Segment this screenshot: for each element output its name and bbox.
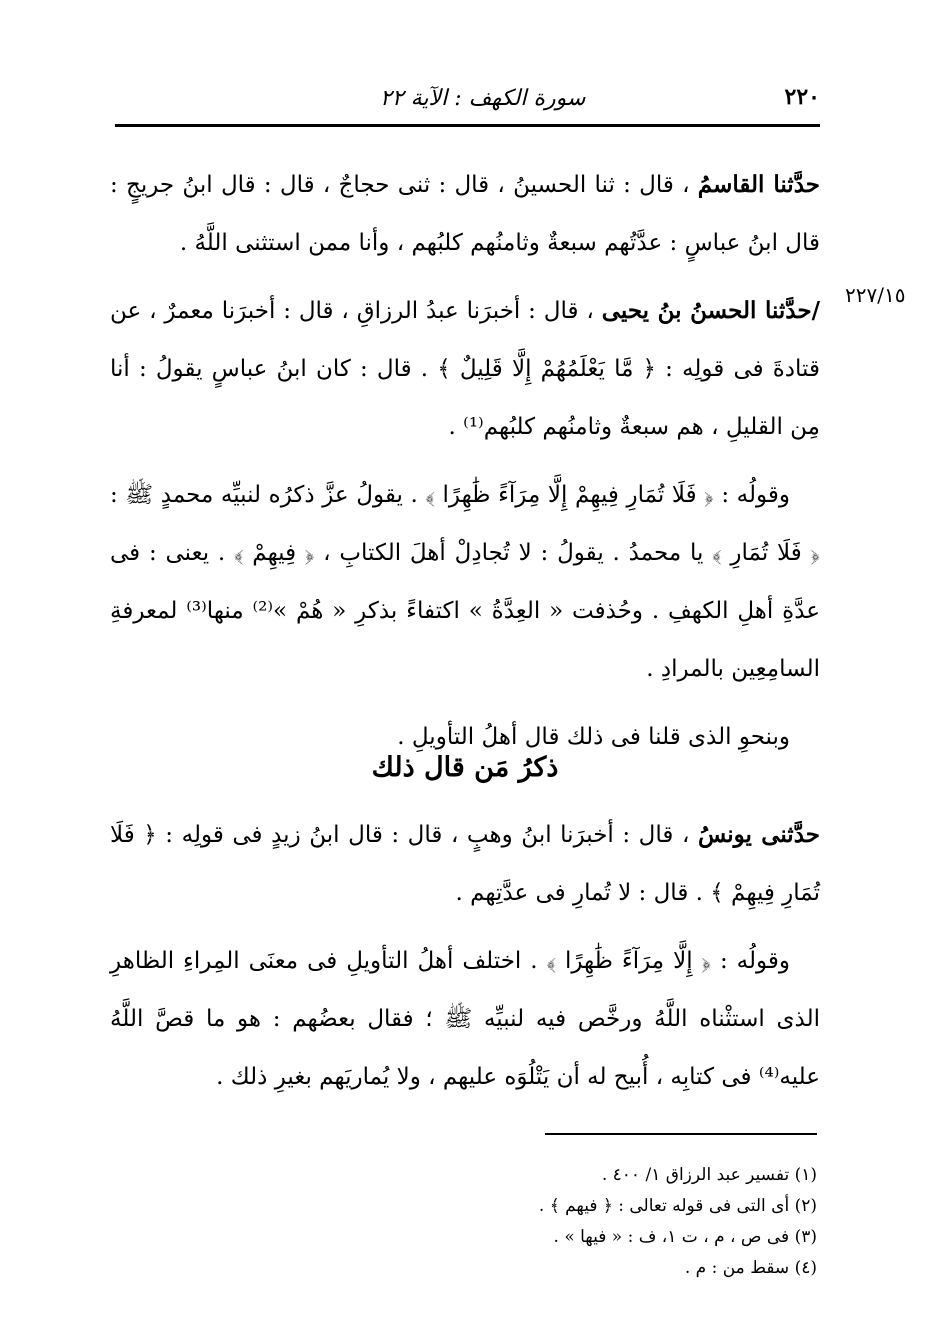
paragraph-6-text: وقولُه : ﴿ إِلَّا مِرَآءً ظَٰهِرًا ﴾ . اختلف أهلُ التأويلِ فى معنَى المِراءِ الظاهرِ الذى استثْناه اللَّهُ ورخَّص فيه لنبيِّه ﷺ ؛ فقال بعضُهم : هو ما قصَّ اللَّهُ عليه⁽⁴⁾ فى كتابِه ، أُبيح له أن يَتْلُوَه عليهم ، ولا يُماريَهم بغيرِ ذلك . bbox=[110, 948, 820, 1090]
paragraph-6 bbox=[110, 932, 820, 1106]
second-text-block bbox=[110, 806, 820, 1116]
section-heading: ذكرُ مَن قال ذلك bbox=[371, 752, 559, 783]
footnote-rule bbox=[545, 1133, 817, 1135]
paragraph-5-lead: حدَّثنى يونسُ bbox=[697, 821, 821, 848]
page-number: ٢٢٠ bbox=[784, 84, 820, 110]
paragraph-3 bbox=[110, 466, 820, 698]
paragraph-2-text: ، قال : أخبرَنا عبدُ الرزاقِ ، قال : أخبرَنا معمرٌ ، عن قتادةَ فى قولِه : ﴿ مَّا يَعْلَمُهُمْ إِلَّا قَلِيلٌ ﴾ . قال : كان ابنُ عباسٍ يقولُ : أنا مِن القليلِ ، هم سبعةٌ وثامنُهم كلبُهم⁽¹⁾ . bbox=[110, 298, 820, 440]
running-title: سورة الكهف : الآية ٢٢ bbox=[380, 86, 586, 111]
header-rule bbox=[115, 124, 820, 127]
footnote-3: (٣) فى ص ، م ، ت ١، ف : « فيها » . bbox=[553, 1227, 817, 1247]
paragraph-2-lead: /حدَّثنا الحسنُ بنُ يحيى bbox=[601, 297, 821, 324]
paragraph-2 bbox=[110, 282, 820, 456]
paragraph-1-text: ، قال : ثنا الحسينُ ، قال : ثنى حجاجٌ ، قال : قال ابنُ جريجٍ : قال ابنُ عباسٍ : عدَّتُهم سبعةٌ وثامنُهم كلبُهم ، وأنا ممن استثنى اللَّهُ . bbox=[110, 172, 820, 256]
footnotes bbox=[400, 1160, 817, 1284]
main-text-block bbox=[110, 156, 820, 776]
paragraph-1 bbox=[110, 156, 820, 272]
paragraph-4-text: وبنحوِ الذى قلنا فى ذلك قال أهلُ التأويلِ . bbox=[397, 724, 790, 750]
paragraph-1-lead: حدَّثنا القاسمُ bbox=[697, 171, 820, 198]
footnote-4: (٤) سقط من : م . bbox=[684, 1258, 817, 1278]
footnote-2: (٢) أى التى فى قوله تعالى : ﴿ فيهم ﴾ . bbox=[538, 1196, 817, 1216]
page-header bbox=[115, 80, 820, 120]
paragraph-3-text: وقولُه : ﴿ فَلَا تُمَارِ فِيهِمْ إِلَّا مِرَآءً ظَٰهِرًا ﴾ . يقولُ عزَّ ذكرُه لنبيِّه محمدٍ ﷺ : ﴿ فَلَا تُمَارِ ﴾ يا محمدُ . يقولُ : لا تُجادِلْ أهلَ الكتابِ ، ﴿ فِيهِمْ ﴾ . يعنى : فى عدَّةِ أهلِ الكهفِ . وحُذفت « العِدَّةُ » اكتفاءً بذكرِ « هُمْ »⁽²⁾ منها⁽³⁾ لمعرفةِ السامِعِين بالمرادِ . bbox=[110, 482, 820, 682]
margin-reference: ٢٢٧/١٥ bbox=[845, 283, 906, 307]
paragraph-5-text: ، قال : أخبرَنا ابنُ وهبٍ ، قال : قال ابنُ زيدٍ فى قولِه : ﴿ فَلَا تُمَارِ فِيهِمْ ﴾ . قال : لا تُمارِ فى عدَّتِهم . bbox=[110, 822, 820, 906]
paragraph-5 bbox=[110, 806, 820, 922]
footnote-1: (١) تفسير عبد الرزاق ١/ ٤٠٠ . bbox=[601, 1165, 817, 1185]
